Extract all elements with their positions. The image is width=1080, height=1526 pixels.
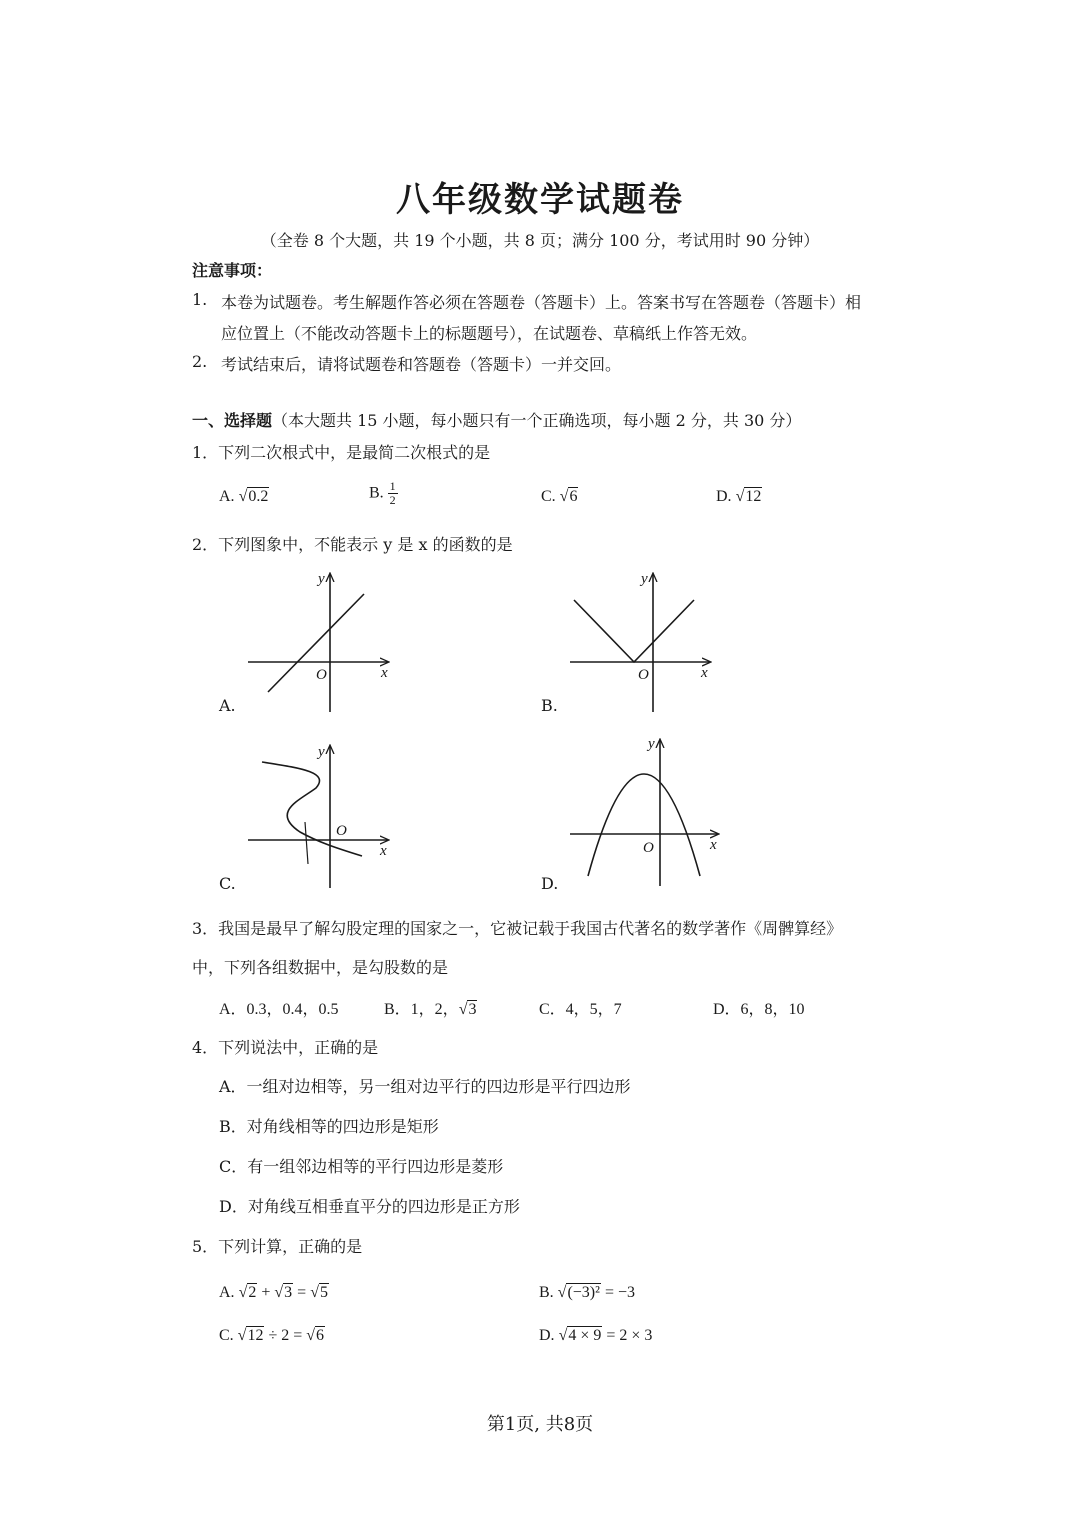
notice-1-line1: 本卷为试题卷。考生解题作答必须在答题卷（答题卡）上。答案书写在答题卷（答题卡）相	[221, 293, 862, 312]
q4-option-b: B．对角线相等的四边形是矩形	[219, 1117, 439, 1136]
q5-option-a-label: A.	[219, 1284, 235, 1301]
q5-option-c-mid: ÷ 2 =	[264, 1327, 307, 1344]
q1-option-b-numerator: 1	[389, 479, 396, 493]
q1-option-b-denominator: 2	[389, 493, 396, 508]
q3-option-b-radicand: 3	[468, 1001, 477, 1018]
q3-option-a: A．0.3，0.4，0.5	[219, 1001, 339, 1018]
q1-stem: 1．下列二次根式中，是最简二次根式的是	[192, 443, 491, 462]
q1-option-c-label: C.	[541, 488, 556, 505]
graph-a-x-label: x	[381, 665, 388, 681]
graph-d-x-label: x	[710, 837, 717, 853]
q5-option-c-rad1: 12	[247, 1327, 264, 1344]
graph-b-origin-label: O	[638, 667, 649, 683]
q4-option-d: D．对角线互相垂直平分的四边形是正方形	[219, 1197, 520, 1216]
q1-option-c-radicand: 6	[569, 488, 578, 505]
q2-option-c-label: C.	[219, 874, 236, 893]
q5-option-c-rad2: 6	[316, 1327, 325, 1344]
q5-option-d-label: D.	[539, 1327, 555, 1344]
q5-option-c: C. √12 ÷ 2 = √6	[219, 1327, 325, 1344]
q3-option-d: D．6，8，10	[713, 1001, 805, 1018]
section-1-title: 一、选择题	[192, 411, 273, 430]
q5-option-a-rad2: 3	[284, 1284, 293, 1301]
q5-option-c-label: C.	[219, 1327, 234, 1344]
graph-a	[248, 574, 388, 712]
q4-option-a: A．一组对边相等，另一组对边平行的四边形是平行四边形	[219, 1077, 631, 1096]
q5-option-b-radicand: (−3)²	[567, 1284, 600, 1301]
graph-d-y-label: y	[648, 736, 655, 752]
page-footer: 第1页, 共8页	[486, 1414, 594, 1435]
q5-option-d-rest: = 2 × 3	[602, 1327, 653, 1344]
q4-option-c: C．有一组邻边相等的平行四边形是菱形	[219, 1157, 504, 1176]
graph-a-y-label: y	[318, 571, 325, 587]
q4-stem: 4．下列说法中，正确的是	[192, 1038, 379, 1057]
graph-c	[248, 746, 388, 888]
q3-option-b: B．1，2，√3	[384, 1001, 477, 1018]
q5-option-d-radicand: 4 × 9	[568, 1327, 602, 1344]
graph-c-origin-label: O	[336, 823, 347, 839]
q5-option-a-rad3: 5	[319, 1284, 328, 1301]
graph-c-s-curve	[262, 762, 362, 856]
q5-option-b: B. √(−3)² = −3	[539, 1284, 635, 1301]
graph-c-x-label: x	[380, 843, 387, 859]
section-1-desc: （本大题共 15 小题，每小题只有一个正确选项，每小题 2 分，共 30 分）	[272, 411, 802, 430]
graph-b-x-label: x	[701, 665, 708, 681]
q1-option-a: A. √0.2	[219, 488, 269, 505]
q2-stem: 2．下列图象中，不能表示 y 是 x 的函数的是	[192, 535, 513, 554]
notice-2-line1: 考试结束后，请将试题卷和答题卷（答题卡）一并交回。	[221, 355, 622, 374]
graph-c-y-label: y	[318, 744, 325, 760]
q2-option-d-label: D.	[541, 874, 559, 893]
graph-a-origin-label: O	[316, 667, 327, 683]
q1-option-d-radicand: 12	[745, 488, 762, 505]
q5-option-a-eq: =	[293, 1284, 311, 1301]
q1-option-b-label: B.	[369, 484, 384, 502]
q5-option-a-plus: +	[257, 1284, 275, 1301]
q3-stem-line2: 中，下列各组数据中，是勾股数的是	[192, 958, 449, 977]
q5-stem: 5．下列计算，正确的是	[192, 1237, 363, 1256]
graph-d-parabola	[588, 774, 700, 876]
q5-option-a: A. √2 + √3 = √5	[219, 1284, 328, 1301]
q3-option-b-prefix: B．1，2，	[384, 1001, 459, 1018]
notice-title: 注意事项：	[192, 261, 273, 280]
graph-d	[570, 740, 718, 886]
notice-1-line2: 应位置上（不能改动答题卡上的标题题号），在试题卷、草稿纸上作答无效。	[221, 324, 758, 343]
q5-option-b-label: B.	[539, 1284, 554, 1301]
notice-1-number: 1.	[192, 290, 208, 309]
q3-option-c: C．4，5，7	[539, 1001, 622, 1018]
graph-b-abs-curve	[574, 600, 694, 662]
notice-2-number: 2.	[192, 352, 208, 371]
q1-option-a-label: A.	[219, 488, 235, 505]
q5-option-d: D. √4 × 9 = 2 × 3	[539, 1327, 653, 1344]
q5-option-a-rad1: 2	[248, 1284, 257, 1301]
graph-c-vertical-mark	[305, 822, 308, 864]
q2-option-b-label: B.	[541, 696, 558, 715]
q1-option-c: C. √6	[541, 488, 578, 505]
q1-option-a-radicand: 0.2	[248, 488, 269, 505]
graph-b	[570, 574, 710, 712]
q2-option-a-label: A.	[219, 696, 236, 715]
page-title: 八年级数学试题卷	[396, 180, 684, 220]
q5-option-b-rest: = −3	[600, 1284, 635, 1301]
q3-stem-line1: 3．我国是最早了解勾股定理的国家之一，它被记载于我国古代著名的数学著作《周髀算经》	[192, 919, 843, 938]
q1-option-d: D. √12	[716, 488, 762, 505]
page-subtitle: （全卷 8 个大题，共 19 个小题，共 8 页；满分 100 分，考试用时 90 分钟）	[260, 231, 820, 250]
graph-d-origin-label: O	[643, 840, 654, 856]
q1-option-d-label: D.	[716, 488, 732, 505]
graph-b-y-label: y	[641, 571, 648, 587]
